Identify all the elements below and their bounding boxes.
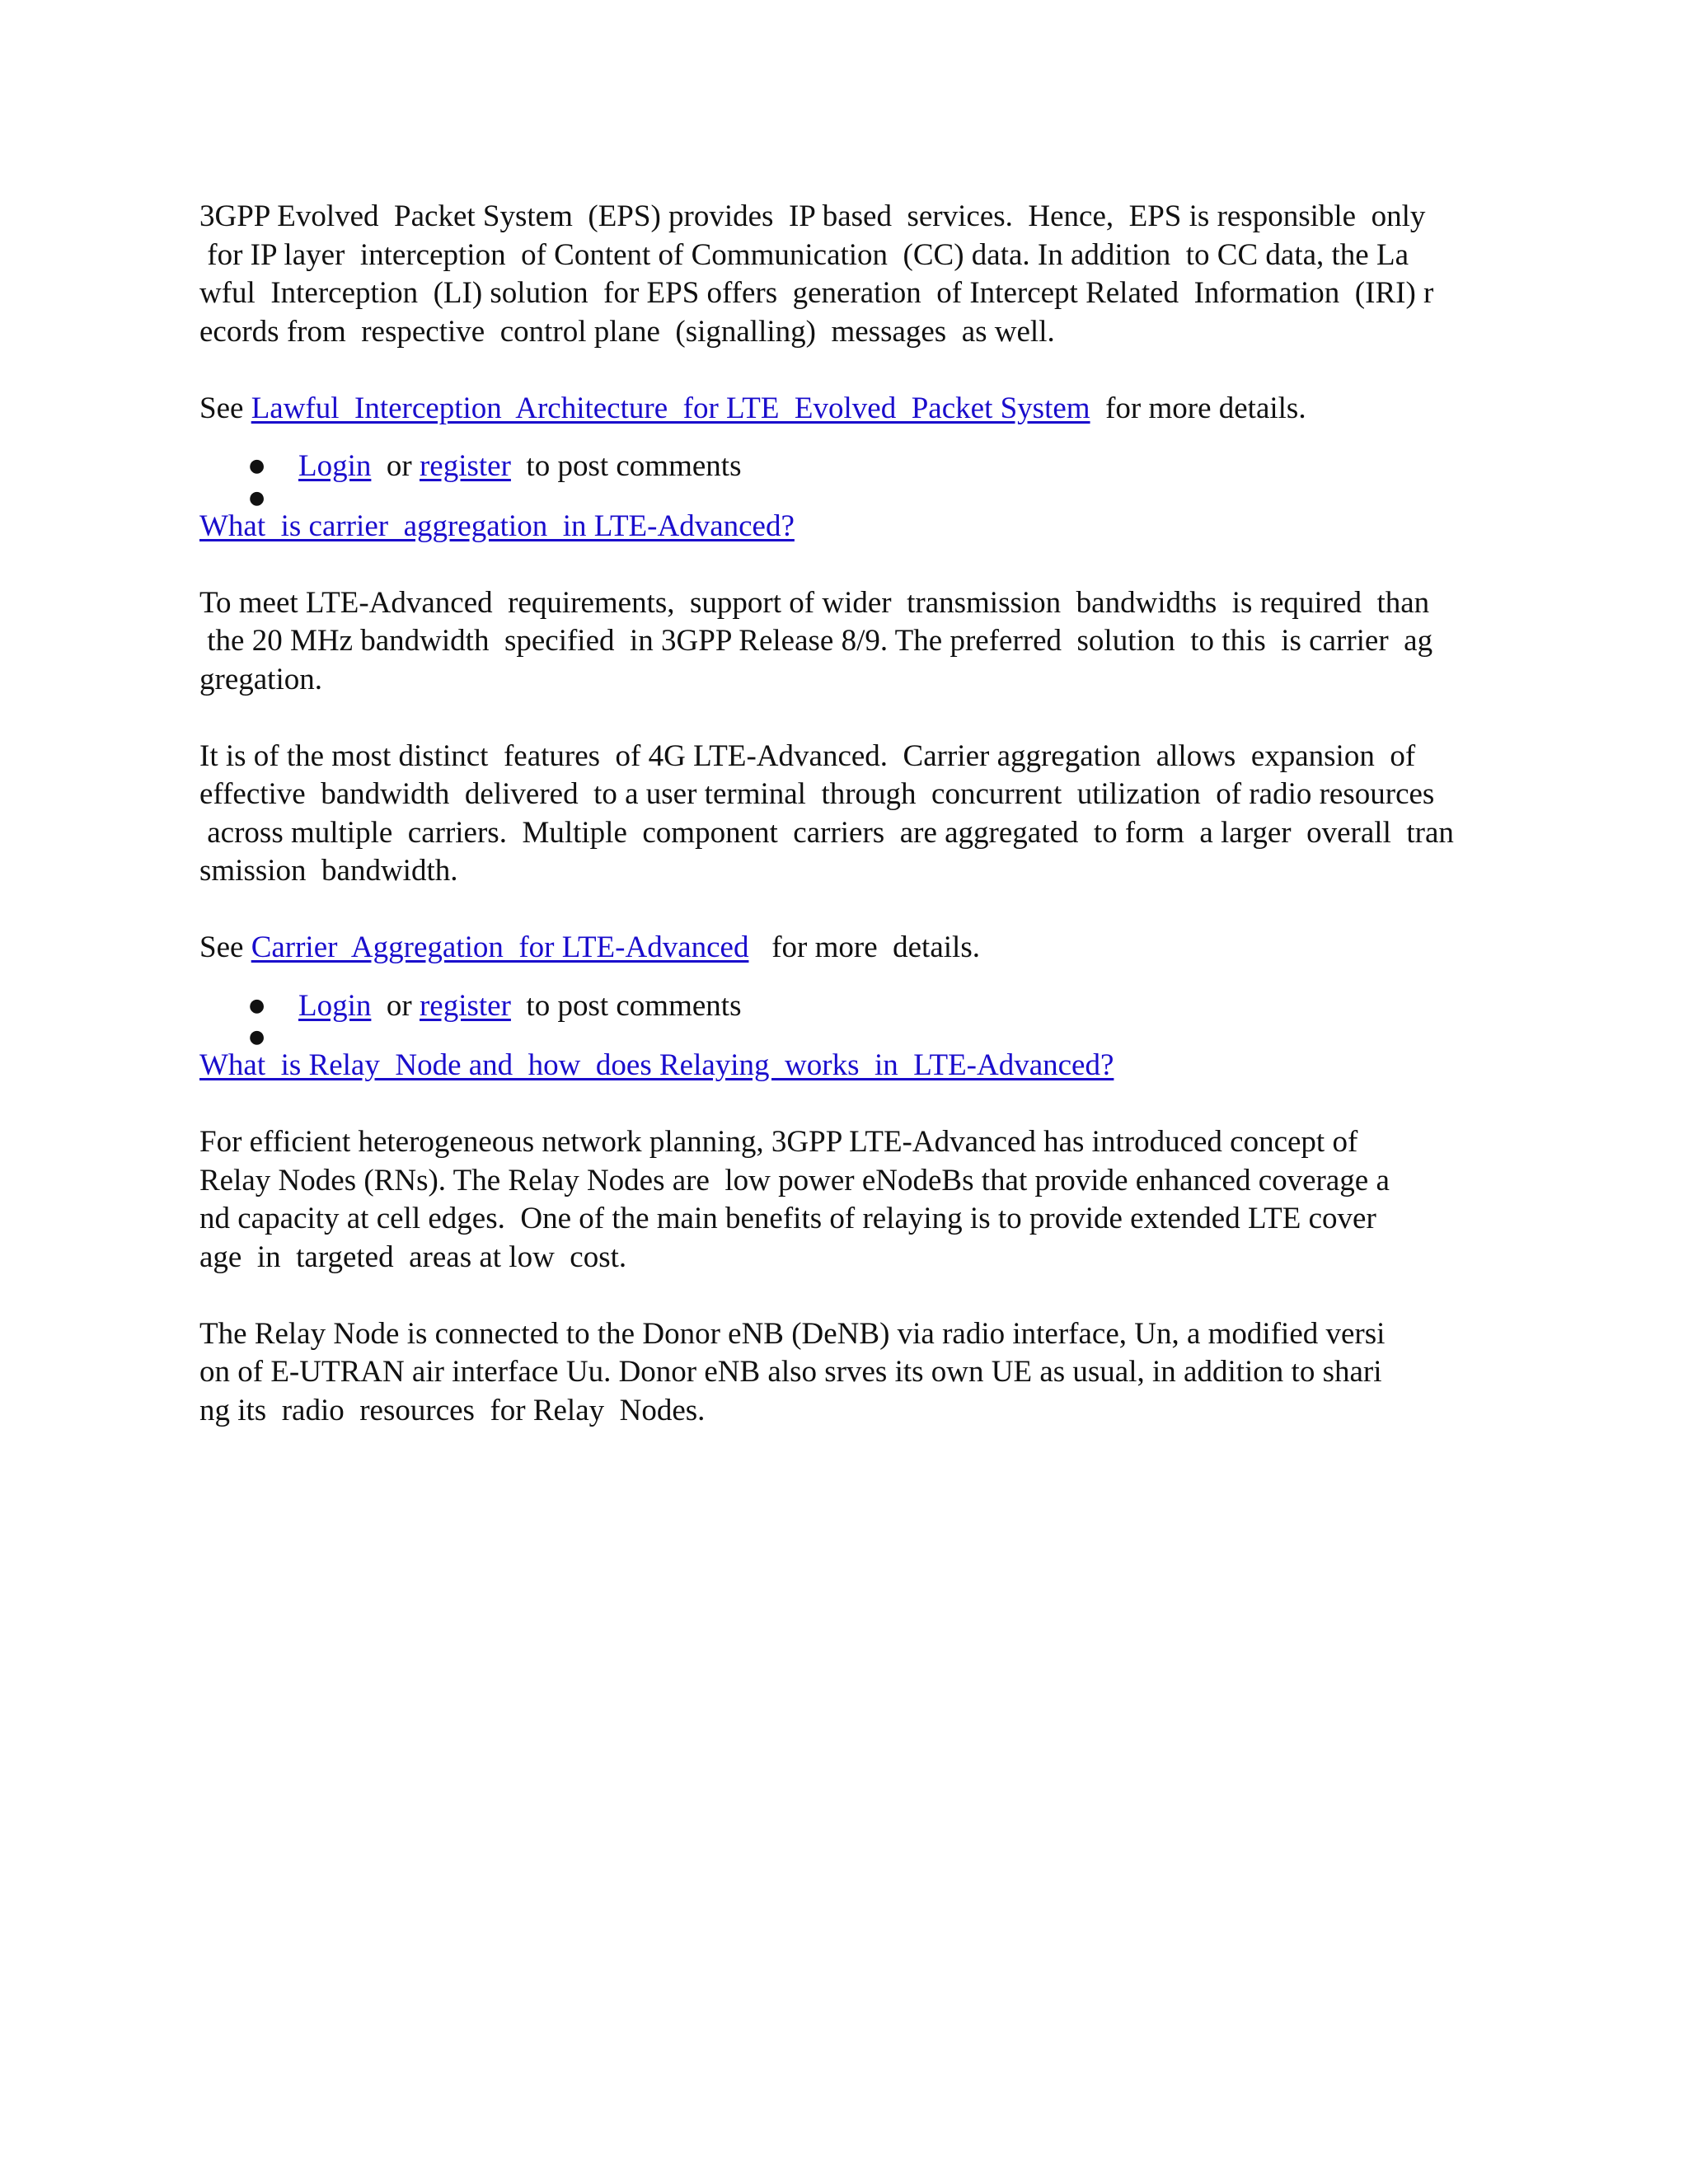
paragraph-line: The Relay Node is connected to the Donor eNB (DeNB) via radio interface, Un, a modified versi [199,1316,1386,1351]
paragraph-line: 3GPP Evolved Packet System (EPS) provides IP based services. Hence, EPS is responsible only [199,199,1426,233]
eps-intro-paragraph [199,198,1492,351]
list-item [199,1025,1492,1047]
see-suffix: for more details. [748,930,980,964]
relay-node-title-link[interactable]: What is Relay Node and how does Relaying works in LTE-Advanced? [199,1048,1114,1082]
paragraph-line: For efficient heterogeneous network planning, 3GPP LTE-Advanced has introduced concept of [199,1125,1358,1159]
relay-node-paragraph-2 [199,1315,1492,1431]
paragraph-line: effective bandwidth delivered to a user terminal through concurrent utilization of radio resources [199,777,1435,811]
bullet-icon: ● [249,456,265,476]
carrier-aggregation-paragraph-2 [199,738,1492,891]
login-link[interactable]: Login [298,449,372,483]
bullet-icon: ● [249,995,265,1016]
see-more-line [199,390,1492,429]
lawful-interception-link[interactable]: Lawful Interception Architecture for LTE Evolved Packet System [251,391,1090,425]
paragraph-line: on of E-UTRAN air interface Uu. Donor eNB also srves its own UE as usual, in addition to shari [199,1355,1382,1389]
carrier-aggregation-link[interactable]: Carrier Aggregation for LTE-Advanced [251,930,749,964]
post-comments-text: to post comments [510,449,742,483]
see-suffix: for more details. [1090,391,1306,425]
comment-links-list [199,448,1492,508]
paragraph-line: ecords from respective control plane (signalling) messages as well. [199,314,1055,349]
paragraph-line: smission bandwidth. [199,854,458,888]
bullet-icon: ● [249,1027,265,1047]
paragraph-line: ng its radio resources for Relay Nodes. [199,1393,706,1427]
or-text: or [371,449,420,483]
paragraph-line: wful Interception (LI) solution for EPS offers generation of Intercept Related Information (IRI) r [199,276,1434,310]
see-prefix: See [199,391,251,425]
paragraph-line: nd capacity at cell edges. One of the main benefits of relaying is to provide extended LTE cover [199,1202,1376,1235]
paragraph-line: gregation. [199,662,322,696]
carrier-aggregation-paragraph-1 [199,584,1492,700]
document-content [199,198,1492,1469]
see-more-line [199,929,1492,968]
list-item [199,486,1492,508]
relay-node-paragraph-1 [199,1123,1492,1277]
post-comments-text: to post comments [510,988,742,1023]
paragraph-line: It is of the most distinct features of 4G LTE-Advanced. Carrier aggregation allows expansion of [199,738,1416,773]
paragraph-line: To meet LTE-Advanced requirements, support of wider transmission bandwidths is required than [199,585,1430,620]
paragraph-line: the 20 MHz bandwidth specified in 3GPP Release 8/9. The preferred solution to this is carrier ag [199,624,1433,658]
carrier-aggregation-title-link[interactable]: What is carrier aggregation in LTE-Advanced? [199,509,795,543]
or-text: or [371,988,420,1023]
comment-links-list [199,987,1492,1047]
see-prefix: See [199,930,251,964]
paragraph-line: for IP layer interception of Content of Communication (CC) data. In addition to CC data, the La [199,237,1409,272]
register-link[interactable]: register [419,988,511,1023]
list-item [199,987,1492,1026]
paragraph-line: age in targeted areas at low cost. [199,1240,627,1274]
list-item [199,448,1492,486]
bullet-icon: ● [249,487,265,509]
login-link[interactable]: Login [298,988,372,1023]
paragraph-line: Relay Nodes (RNs). The Relay Nodes are low power eNodeBs that provide enhanced coverage a [199,1163,1390,1197]
paragraph-line: across multiple carriers. Multiple component carriers are aggregated to form a larger overall tran [199,815,1454,850]
register-link[interactable]: register [419,449,511,483]
